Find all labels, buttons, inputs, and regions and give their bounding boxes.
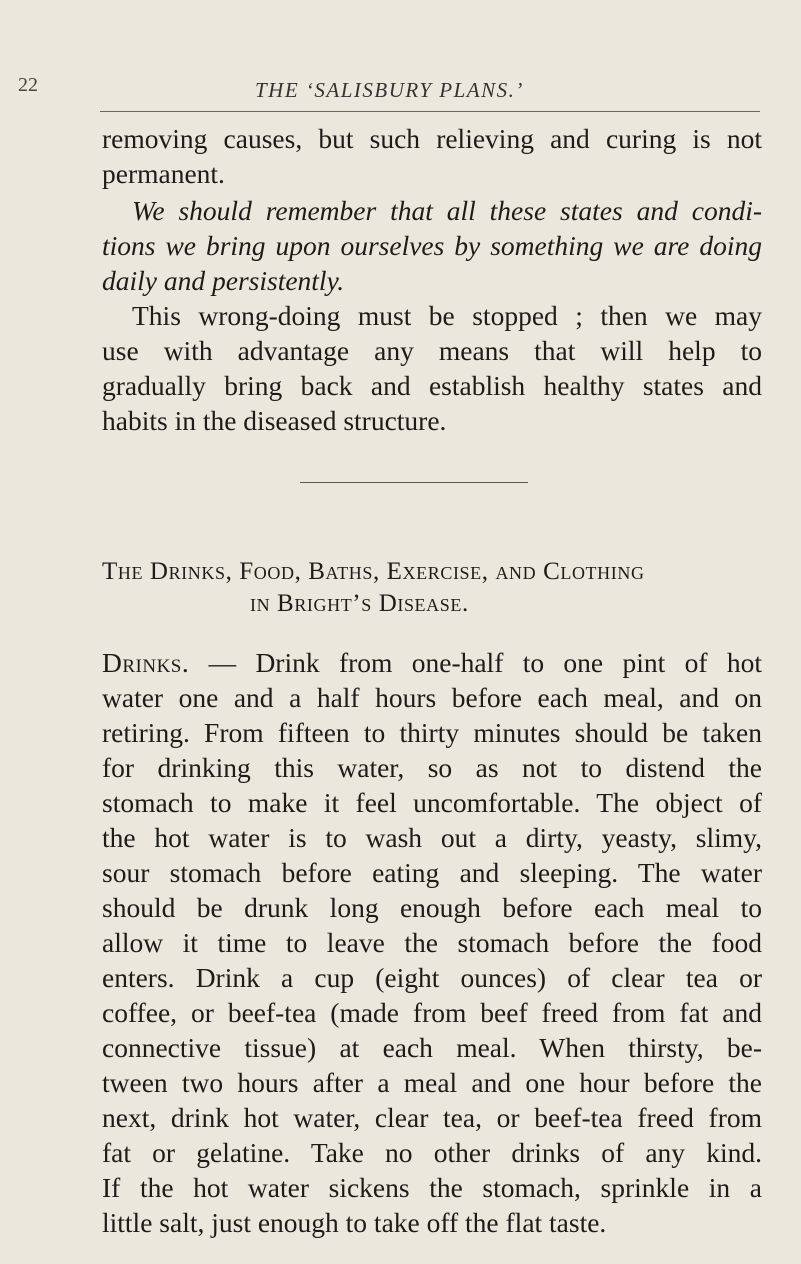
text-line: for drinking this water, so as not to distend the (102, 752, 762, 783)
text-line: allow it time to leave the stomach before the food (102, 927, 762, 958)
text-line (102, 645, 762, 680)
section-heading-line-1: The Drinks, Food, Baths, Exercise, and Clothing (102, 558, 645, 585)
text-line: permanent. (102, 158, 225, 189)
text-line: sour stomach before eating and sleeping. The water (102, 857, 762, 888)
text-line: next, drink hot water, clear tea, or beef-tea freed from (102, 1102, 762, 1133)
drinks-lead: Drinks. (102, 647, 190, 678)
text-line: stomach to make it feel uncomfortable. The object of (102, 787, 762, 818)
text-line: connective tissue) at each meal. When thirsty, be- (102, 1032, 762, 1063)
text-line: This wrong-doing must be stopped ; then we may (132, 300, 762, 331)
section-heading-line-2: in Bright’s Disease. (250, 590, 469, 617)
paragraph-removing-causes (102, 121, 762, 191)
section-heading (102, 558, 762, 618)
text-line: enters. Drink a cup (eight ounces) of clear tea or (102, 962, 762, 993)
text-line: fat or gelatine. Take no other drinks of any kind. (102, 1137, 762, 1168)
text-line: little salt, just enough to take off the flat taste. (102, 1207, 607, 1238)
header-rule (100, 111, 760, 112)
paragraph-wrong-doing (102, 298, 762, 438)
text-line: should be drunk long enough before each meal to (102, 892, 762, 923)
text-line: the hot water is to wash out a dirty, yeasty, slimy, (102, 822, 762, 853)
text-line: tions we bring upon ourselves by something we are doing (102, 230, 762, 261)
section-divider (300, 482, 528, 483)
page-number: 22 (18, 74, 38, 96)
text-line: removing causes, but such relieving and curing is not (102, 123, 762, 154)
text-line: We should remember that all these states and condi- (132, 195, 762, 226)
text-line: gradually bring back and establish healthy states and (102, 370, 762, 401)
text-line: habits in the diseased structure. (102, 405, 447, 436)
text-line: use with advantage any means that will help to (102, 335, 762, 366)
text-line: daily and persistently. (102, 265, 345, 296)
text-line: retiring. From fifteen to thirty minutes should be taken (102, 717, 762, 748)
text-line: coffee, or beef-tea (made from beef freed from fat and (102, 997, 762, 1028)
drinks-line-0: — Drink from one-half to one pint of hot (189, 647, 762, 678)
paragraph-drinks (102, 645, 762, 1240)
text-line: water one and a half hours before each meal, and on (102, 682, 762, 713)
text-line: If the hot water sickens the stomach, sprinkle in a (102, 1172, 762, 1203)
paragraph-we-should-remember (102, 193, 762, 298)
running-head: THE ‘SALISBURY PLANS.’ (255, 78, 524, 102)
text-line: tween two hours after a meal and one hour before the (102, 1067, 762, 1098)
